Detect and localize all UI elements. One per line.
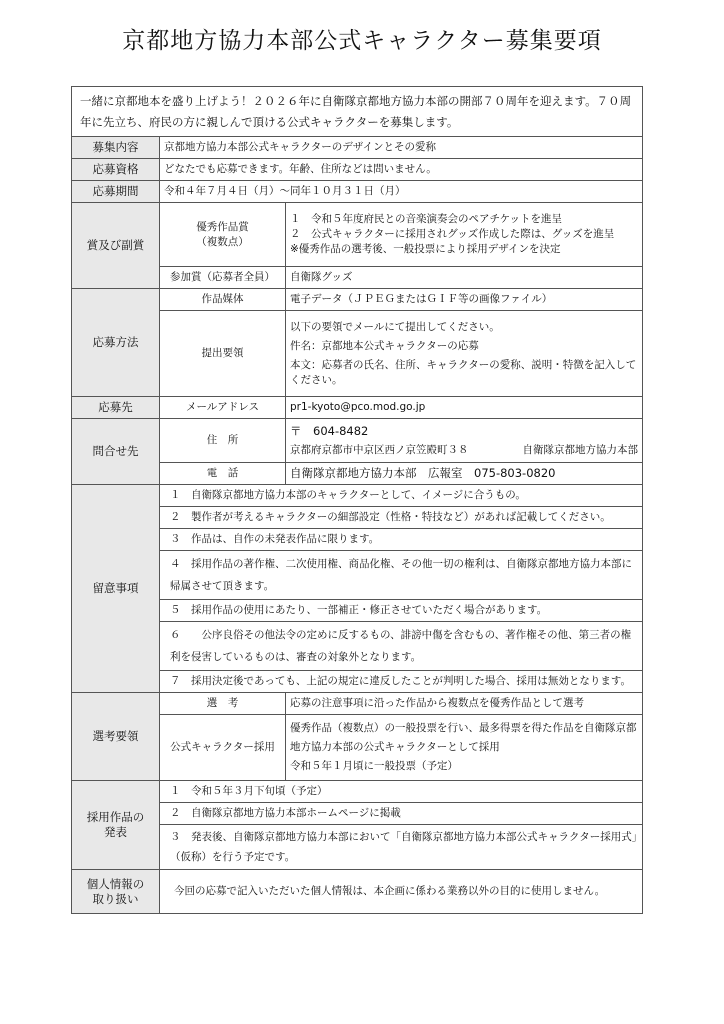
intro-text: 一緒に京都地本を盛り上げよう！２０２６年に自衛隊京都地方協力本部の開部７０周年を迎えます。７０周年に先立ち、府民の方に親しんで頂ける公式キャラクターを募集します。: [72, 87, 643, 137]
note-item-3: ３ 作品は、自作の未発表作品に限ります。: [160, 529, 643, 551]
announcement-item-2: ２ 自衛隊京都地方協力本部ホームページに掲載: [160, 803, 643, 825]
adoption-line-2: 令和５年１月頃に一般投票（予定）: [290, 760, 458, 772]
privacy-label-line-2: 取り扱い: [92, 891, 139, 906]
screening-label: 選 考: [160, 693, 286, 715]
period-value: 令和４年７月４日（月）〜同年１０月３１日（月）: [160, 181, 643, 203]
note-item-6: ６ 公序良俗その他法令の定めに反するもの、誹謗中傷を含むもの、著作権その他、第三者の権利を侵害しているものは、審査の対象外となります。: [160, 622, 643, 671]
excellent-prize-name: 優秀作品賞: [196, 220, 249, 233]
address-value: [286, 419, 643, 463]
adoption-value: [286, 715, 643, 781]
phone-value: 自衛隊京都地方協力本部 広報室 075-803-0820: [286, 463, 643, 485]
eligibility-value: どなたでも応募できます。年齢、住所などは問いません。: [160, 159, 643, 181]
note-item-1: １ 自衛隊京都地方協力本部のキャラクターとして、イメージに合うもの。: [160, 485, 643, 507]
submit-line-3: 本文：応募者の氏名、住所、キャラクターの愛称、説明・特徴を記入してください。: [290, 358, 637, 386]
announcement-label-line-2: 発表: [104, 825, 127, 839]
excellent-prize-value: [286, 203, 643, 267]
guidelines-table: [71, 86, 643, 914]
street-address: 京都府京都市中京区西ノ京笠殿町３８: [290, 443, 469, 456]
note-item-5: ５ 採用作品の使用にあたり、一部補正・修正させていただく場合があります。: [160, 600, 643, 622]
notes-label: 留意事項: [72, 485, 160, 693]
contents-label: 募集内容: [72, 137, 160, 159]
address-label: 住 所: [160, 419, 286, 463]
phone-label: 電 話: [160, 463, 286, 485]
participation-prize-label: 参加賞（応募者全員）: [160, 267, 286, 289]
inquiry-label: 問合せ先: [72, 419, 160, 485]
prizes-label: 賞及び副賞: [72, 203, 160, 289]
adoption-label: 公式キャラクター採用: [160, 715, 286, 781]
announcement-label-line-1: 採用作品の: [86, 810, 145, 824]
period-label: 応募期間: [72, 181, 160, 203]
email-label: メールアドレス: [160, 397, 286, 419]
submit-line-1: 以下の要領でメールにて提出してください。: [290, 320, 500, 333]
selection-label: 選考要領: [72, 693, 160, 781]
excellent-prize-item-2: ２ 公式キャラクターに採用されグッズ作成した際は、グッズを進呈: [290, 228, 615, 240]
postal-code: 〒 604-8482: [290, 423, 369, 438]
note-item-7: ７ 採用決定後であっても、上記の規定に違反したことが判明した場合、採用は無効となります。: [160, 671, 643, 693]
privacy-label: [72, 870, 160, 914]
page-title: 京都地方協力本部公式キャラクター募集要項: [122, 28, 602, 54]
note-item-2: ２ 製作者が考えるキャラクターの細部設定（性格・特技など）があれば記載してください。: [160, 507, 643, 529]
participation-prize-value: 自衛隊グッズ: [286, 267, 643, 289]
email-value: pr1-kyoto@pco.mod.go.jp: [286, 397, 643, 419]
excellent-prize-count: （複数点）: [196, 235, 249, 248]
excellent-prize-note: ※優秀作品の選考後、一般投票により採用デザインを決定: [290, 243, 561, 255]
submit-line-2: 件名：京都地本公式キャラクターの応募: [290, 339, 479, 352]
organization-name: 自衛隊京都地方協力本部: [522, 443, 639, 456]
note-item-4: ４ 採用作品の著作権、二次使用権、商品化権、その他一切の権利は、自衛隊京都地方協力本部に帰属させて頂きます。: [160, 551, 643, 600]
media-label: 作品媒体: [160, 289, 286, 311]
privacy-value: 今回の応募で記入いただいた個人情報は、本企画に係わる業務以外の目的に使用しません。: [160, 870, 643, 914]
submit-value: [286, 311, 643, 397]
address-line: [290, 443, 638, 458]
method-label: 応募方法: [72, 289, 160, 397]
privacy-label-line-1: 個人情報の: [86, 876, 145, 891]
excellent-prize-label: [160, 203, 286, 267]
destination-label: 応募先: [72, 397, 160, 419]
adoption-line-1: 優秀作品（複数点）の一般投票を行い、最多得票を得た作品を自衛隊京都地方協力本部の公式キャラクターとして採用: [290, 722, 637, 753]
eligibility-label: 応募資格: [72, 159, 160, 181]
submit-label: 提出要領: [160, 311, 286, 397]
media-value: 電子データ（ＪＰＥＧまたはＧＩＦ等の画像ファイル）: [286, 289, 643, 311]
excellent-prize-item-1: １ 令和５年度府民との音楽演奏会のペアチケットを進呈: [290, 213, 563, 225]
screening-value: 応募の注意事項に沿った作品から複数点を優秀作品として選考: [286, 693, 643, 715]
announcement-item-3: ３ 発表後、自衛隊京都地方協力本部において「自衛隊京都地方協力本部公式キャラクター採用式」（仮称）を行う予定です。: [160, 825, 643, 870]
contents-value: 京都地方協力本部公式キャラクターのデザインとその愛称: [160, 137, 643, 159]
announcement-item-1: １ 令和５年３月下旬頃（予定）: [160, 781, 643, 803]
announcement-label: [72, 781, 160, 870]
